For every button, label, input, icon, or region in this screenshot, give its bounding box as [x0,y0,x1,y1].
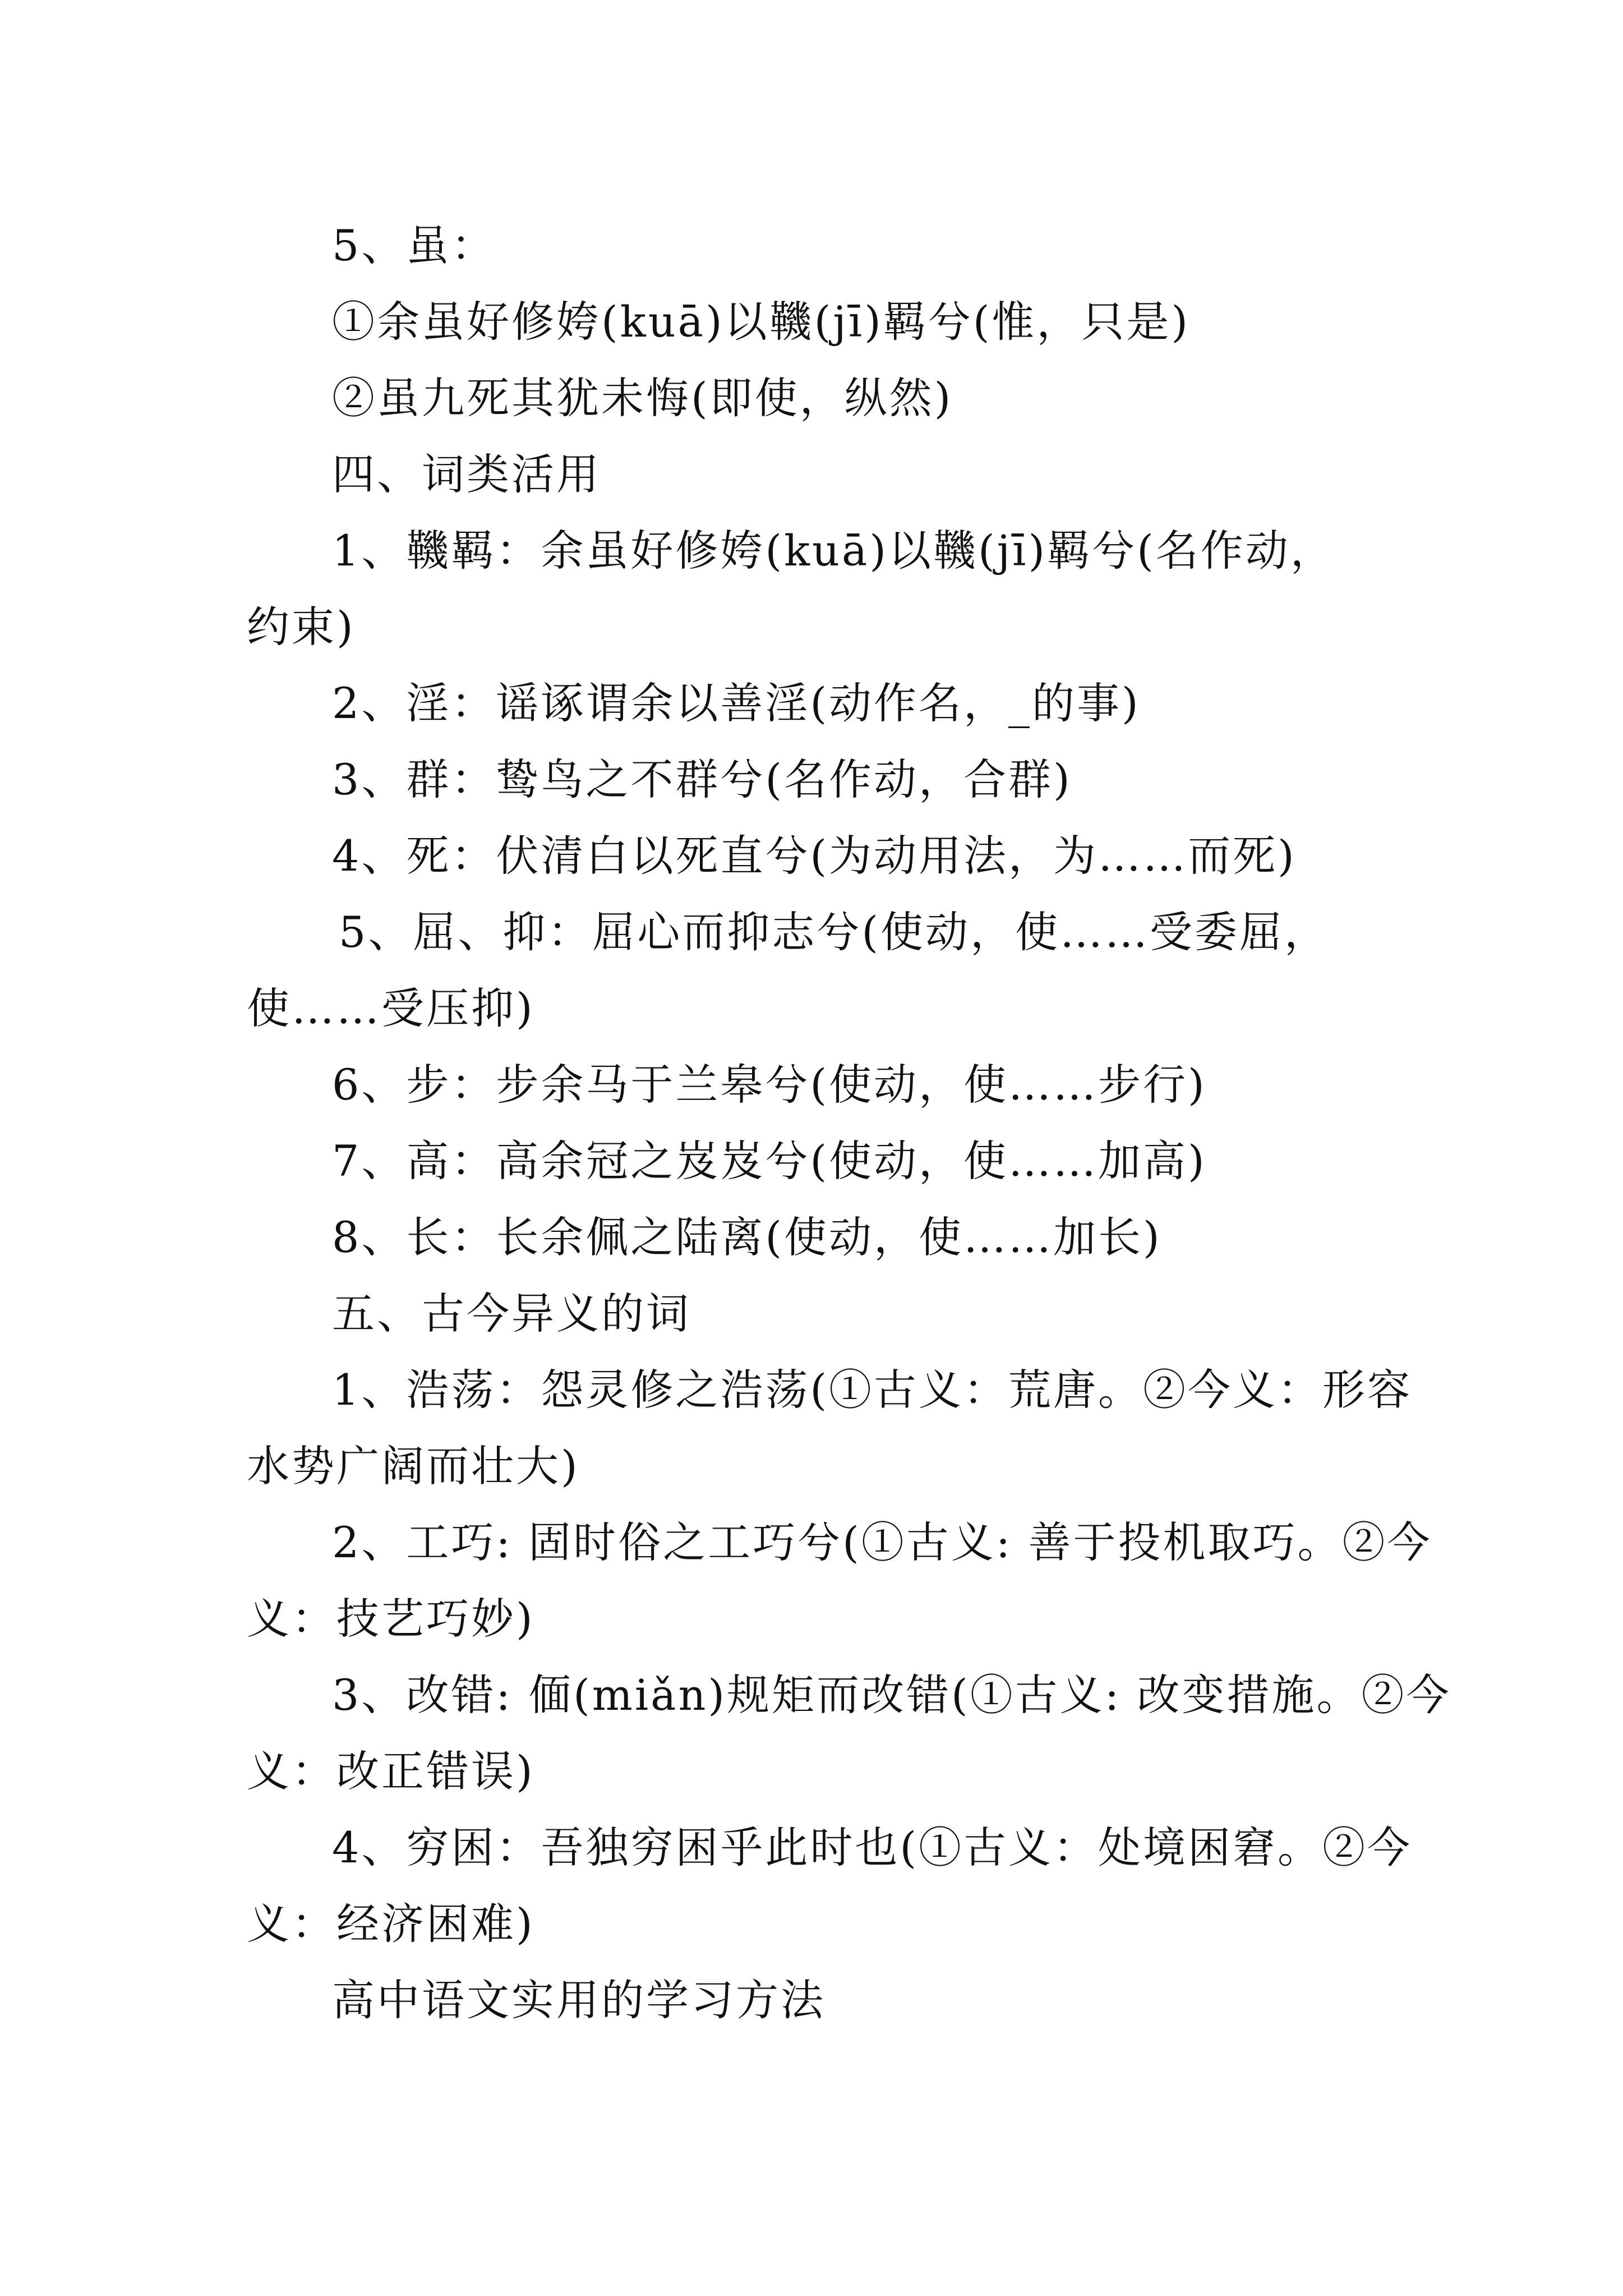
word-class-item-2: 2、淫：谣诼谓余以善淫(动作名，_的事) [332,678,1141,728]
word-class-item-3: 3、群：鸷鸟之不群兮(名作动，合群) [332,754,1072,804]
section-heading-word-class: 四、词类活用 [332,449,601,499]
sui-meaning-1: ①余虽好修姱(kuā)以鞿(jī)羁兮(惟，只是) [332,297,1191,347]
document-body [247,208,1451,2039]
word-class-item-5: 5、屈、抑：屈心而抑志兮(使动，使……受委屈， [339,907,1330,957]
word-class-item-6: 6、步：步余马于兰皋兮(使动，使……步行) [332,1060,1207,1110]
ancient-modern-item-3: 3、改错: 偭(miǎn)规矩而改错(①古义: 改变措施。②今 [332,1670,1451,1720]
sui-meaning-2: ②虽九死其犹未悔(即使，纵然) [332,373,953,423]
word-class-item-5-cont: 使……受压抑) [247,983,535,1033]
word-class-item-1-cont: 约束) [247,602,356,652]
closing-heading: 高中语文实用的学习方法 [332,1975,826,2025]
section-heading-ancient-modern: 五、古今异义的词 [332,1289,691,1338]
ancient-modern-item-2: 2、工巧: 固时俗之工巧兮(①古义: 善于投机取巧。②今 [332,1517,1432,1567]
ancient-modern-item-1-cont: 水势广阔而壮大) [247,1441,580,1491]
item-heading-sui: 5、虽： [332,220,496,270]
word-class-item-1: 1、鞿羁：余虽好修姱(kuā)以鞿(jī)羁兮(名作动， [332,526,1335,576]
word-class-item-8: 8、长：长余佩之陆离(使动，使……加长) [332,1212,1162,1262]
ancient-modern-item-4-cont: 义：经济困难) [247,1899,535,1949]
ancient-modern-item-4: 4、穷困：吾独穷困乎此时也(①古义：处境困窘。②今 [332,1823,1413,1872]
word-class-item-7: 7、高：高余冠之岌岌兮(使动，使……加高) [332,1136,1207,1186]
ancient-modern-item-3-cont: 义：改正错误) [247,1746,535,1796]
word-class-item-4: 4、死：伏清白以死直兮(为动用法，为……而死) [332,831,1297,881]
ancient-modern-item-1: 1、浩荡：怨灵修之浩荡(①古义：荒唐。②今义：形容 [332,1365,1413,1415]
ancient-modern-item-2-cont: 义：技艺巧妙) [247,1594,535,1644]
